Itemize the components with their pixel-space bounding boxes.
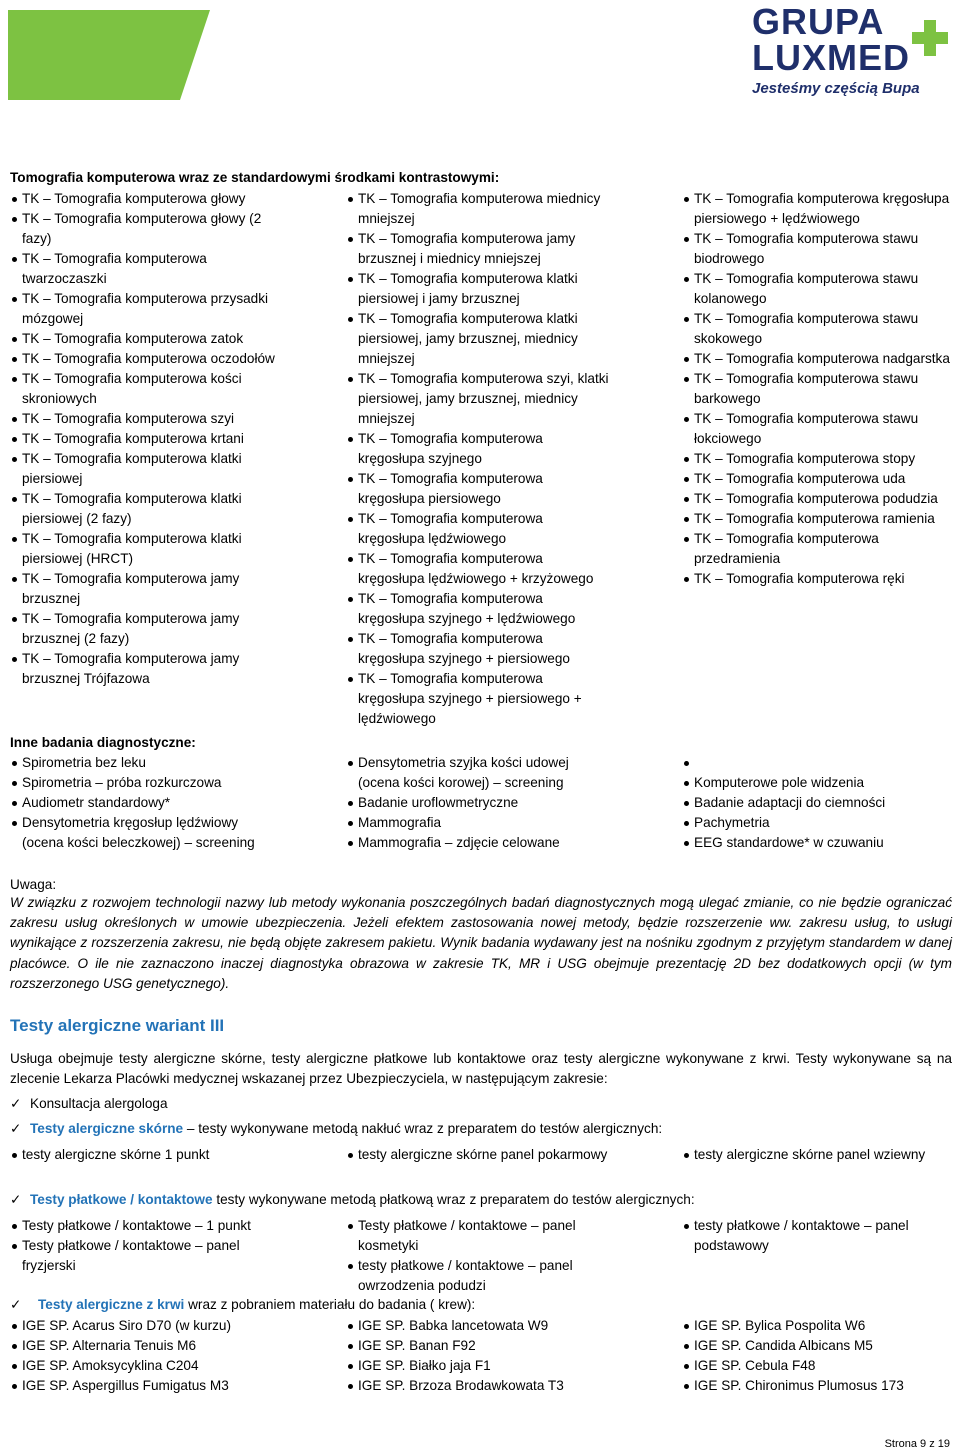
- other-list-col1: [10, 753, 275, 853]
- list-item: TK – Tomografia komputerowa jamy brzusznej Trójfazowa: [10, 649, 275, 689]
- other-heading: Inne badania diagnostyczne:: [10, 735, 196, 750]
- list-item: TK – Tomografia komputerowa kręgosłupa szyjnego + piersiowego: [346, 629, 611, 669]
- blood-row: [10, 1295, 475, 1315]
- logo-line1: GRUPA: [752, 1, 885, 42]
- check-icon: ✓: [10, 1121, 22, 1136]
- list-item: TK – Tomografia komputerowa klatki piersiowej (HRCT): [10, 529, 275, 569]
- list-item: Densytometria kręgosłup lędźwiowy (ocena kości beleczkowej) – screening: [10, 813, 275, 853]
- list-item: IGE SP. Cebula F48: [682, 1356, 947, 1376]
- list-item: testy płatkowe / kontaktowe – panel owrzodzenia podudzi: [346, 1256, 611, 1296]
- list-item: Densytometria szyjka kości udowej (ocena kości korowej) – screening: [346, 753, 611, 793]
- list-item: IGE SP. Bylica Pospolita W6: [682, 1316, 947, 1336]
- other-list-col2: [346, 753, 611, 853]
- check-icon: ✓: [10, 1297, 22, 1312]
- list-item: IGE SP. Amoksycyklina C204: [10, 1356, 275, 1376]
- list-item: IGE SP. Białko jaja F1: [346, 1356, 611, 1376]
- list-item: IGE SP. Acarus Siro D70 (w kurzu): [10, 1316, 275, 1336]
- list-item: Audiometr standardowy*: [10, 793, 275, 813]
- list-item: Mammografia – zdjęcie celowane: [346, 833, 611, 853]
- list-item: TK – Tomografia komputerowa stawu kolanowego: [682, 269, 952, 309]
- list-item: Badanie uroflowmetryczne: [346, 793, 611, 813]
- list-item: TK – Tomografia komputerowa głowy (2 fazy): [10, 209, 275, 249]
- list-item: TK – Tomografia komputerowa kręgosłupa piersiowego: [346, 469, 611, 509]
- logo-cross-icon: [910, 18, 950, 58]
- list-item: TK – Tomografia komputerowa kręgosłupa piersiowego + lędźwiowego: [682, 189, 952, 229]
- ct-list-col3: [682, 189, 952, 589]
- list-item: TK – Tomografia komputerowa jamy brzusznej i miednicy mniejszej: [346, 229, 611, 269]
- list-item: IGE SP. Alternaria Tenuis M6: [10, 1336, 275, 1356]
- list-item: testy płatkowe / kontaktowe – panel podstawowy: [682, 1216, 947, 1256]
- list-item: TK – Tomografia komputerowa uda: [682, 469, 952, 489]
- list-item: TK – Tomografia komputerowa jamy brzusznej: [10, 569, 275, 609]
- list-item: Spirometria bez leku: [10, 753, 275, 773]
- blood-col2: [346, 1316, 611, 1396]
- list-item: TK – Tomografia komputerowa kości skroniowych: [10, 369, 275, 409]
- list-item: TK – Tomografia komputerowa stawu łokciowego: [682, 409, 952, 449]
- patch-col2: [346, 1216, 611, 1296]
- list-item: TK – Tomografia komputerowa głowy: [10, 189, 275, 209]
- other-list-col3: [682, 753, 947, 853]
- skin-col3: [682, 1145, 952, 1165]
- blood-col1: [10, 1316, 275, 1396]
- blood-col3: [682, 1316, 947, 1396]
- blood-rest: wraz z pobraniem materiału do badania ( krew):: [184, 1297, 476, 1312]
- list-item: IGE SP. Chironimus Plumosus 173: [682, 1376, 947, 1396]
- list-item: Testy płatkowe / kontaktowe – panel fryzjerski: [10, 1236, 275, 1276]
- list-item: IGE SP. Candida Albicans M5: [682, 1336, 947, 1356]
- consult-row: [10, 1094, 168, 1114]
- skin-col2: [346, 1145, 611, 1165]
- list-item: TK – Tomografia komputerowa klatki piersiowej i jamy brzusznej: [346, 269, 611, 309]
- list-item: TK – Tomografia komputerowa kręgosłupa szyjnego + piersiowego + lędźwiowego: [346, 669, 611, 729]
- list-item: testy alergiczne skórne 1 punkt: [10, 1145, 275, 1165]
- ct-list-col2: [346, 189, 611, 729]
- blood-label: Testy alergiczne z krwi: [38, 1297, 185, 1312]
- list-item: TK – Tomografia komputerowa podudzia: [682, 489, 952, 509]
- list-item: Badanie adaptacji do ciemności: [682, 793, 947, 813]
- check-icon: ✓: [10, 1192, 22, 1207]
- list-item: TK – Tomografia komputerowa kręgosłupa szyjnego: [346, 429, 611, 469]
- list-item: IGE SP. Brzoza Brodawkowata T3: [346, 1376, 611, 1396]
- list-item: Pachymetria: [682, 813, 947, 833]
- list-item: TK – Tomografia komputerowa stopy: [682, 449, 952, 469]
- list-item: TK – Tomografia komputerowa stawu barkowego: [682, 369, 952, 409]
- note-label: Uwaga:: [10, 877, 57, 892]
- list-item: [682, 753, 947, 773]
- list-item: TK – Tomografia komputerowa szyi, klatki piersiowej, jamy brzusznej, miednicy mniejszej: [346, 369, 611, 429]
- list-item: TK – Tomografia komputerowa kręgosłupa lędźwiowego + krzyżowego: [346, 549, 611, 589]
- patch-col1: [10, 1216, 275, 1276]
- list-item: Mammografia: [346, 813, 611, 833]
- list-item: IGE SP. Babka lancetowata W9: [346, 1316, 611, 1336]
- ct-list-col1: [10, 189, 275, 689]
- list-item: TK – Tomografia komputerowa klatki piersiowej (2 fazy): [10, 489, 275, 529]
- skin-row: [10, 1119, 662, 1139]
- list-item: TK – Tomografia komputerowa kręgosłupa lędźwiowego: [346, 509, 611, 549]
- logo-line2: LUXMED: [752, 37, 910, 78]
- list-item: Spirometria – próba rozkurczowa: [10, 773, 275, 793]
- list-item: TK – Tomografia komputerowa klatki piersiowej, jamy brzusznej, miednicy mniejszej: [346, 309, 611, 369]
- list-item: TK – Tomografia komputerowa ramienia: [682, 509, 952, 529]
- list-item: TK – Tomografia komputerowa stawu biodrowego: [682, 229, 952, 269]
- list-item: testy alergiczne skórne panel wziewny: [682, 1145, 952, 1165]
- logo-tagline: Jesteśmy częścią Bupa: [752, 80, 920, 97]
- list-item: TK – Tomografia komputerowa oczodołów: [10, 349, 275, 369]
- list-item: TK – Tomografia komputerowa przysadki mózgowej: [10, 289, 275, 329]
- check-icon: ✓: [10, 1096, 22, 1111]
- allergy-title: Testy alergiczne wariant III: [10, 1016, 225, 1035]
- list-item: TK – Tomografia komputerowa jamy brzusznej (2 fazy): [10, 609, 275, 649]
- list-item: TK – Tomografia komputerowa kręgosłupa szyjnego + lędźwiowego: [346, 589, 611, 629]
- skin-label: Testy alergiczne skórne: [30, 1121, 184, 1136]
- list-item: TK – Tomografia komputerowa krtani: [10, 429, 275, 449]
- patch-label: Testy płatkowe / kontaktowe: [30, 1192, 213, 1207]
- list-item: TK – Tomografia komputerowa szyi: [10, 409, 275, 429]
- list-item: TK – Tomografia komputerowa klatki piersiowej: [10, 449, 275, 489]
- ct-heading: Tomografia komputerowa wraz ze standardowymi środkami kontrastowymi:: [10, 170, 500, 185]
- patch-col3: [682, 1216, 947, 1256]
- patch-row: [10, 1190, 695, 1210]
- patch-rest: testy wykonywane metodą płatkową wraz z preparatem do testów alergicznych:: [212, 1192, 695, 1207]
- list-item: Testy płatkowe / kontaktowe – 1 punkt: [10, 1216, 275, 1236]
- page-footer: Strona 9 z 19: [884, 1438, 950, 1450]
- list-item: IGE SP. Aspergillus Fumigatus M3: [10, 1376, 275, 1396]
- list-item: Komputerowe pole widzenia: [682, 773, 947, 793]
- list-item: IGE SP. Banan F92: [346, 1336, 611, 1356]
- list-item: EEG standardowe* w czuwaniu: [682, 833, 947, 853]
- list-item: TK – Tomografia komputerowa zatok: [10, 329, 275, 349]
- skin-rest: – testy wykonywane metodą nakłuć wraz z preparatem do testów alergicznych:: [183, 1121, 663, 1136]
- note-text: W związku z rozwojem technologii nazwy lub metody wykonania poszczególnych badań diagnostycznych mogą ulegać zmianie, co nie będzie ograniczać zakresu usług określonych w umowie ubezpieczenia. Jeżeli efektem zastosowania nowej metody, będzie rozszerzenie ww. zakresu usług, to usługi wynikające z rozszerzenia zakresu, nie będą objęte zakresem pakietu. Wynik badania wydawany jest na nośniku zgodnym z przyjętym standardem w danej placówce. O ile nie zaznaczono inaczej diagnostyka obrazowa w zakresie TK, MR i USG obejmuje prezentację 2D bez dodatkowych opcji (w tym rozszerzonego USG genetycznego).: [10, 895, 952, 991]
- list-item: TK – Tomografia komputerowa nadgarstka: [682, 349, 952, 369]
- luxmed-logo: [752, 1, 952, 104]
- list-item: TK – Tomografia komputerowa stawu skokowego: [682, 309, 952, 349]
- skin-col1: [10, 1145, 275, 1165]
- allergy-intro: Usługa obejmuje testy alergiczne skórne, testy alergiczne płatkowe lub kontaktowe oraz testy alergiczne wykonywane z krwi. Testy wykonywane są na zlecenie Lekarza Placówki medycznej wskazanej przez Ubezpieczyciela, w następującym zakresie:: [10, 1051, 952, 1087]
- list-item: testy alergiczne skórne panel pokarmowy: [346, 1145, 611, 1165]
- list-item: Testy płatkowe / kontaktowe – panel kosmetyki: [346, 1216, 611, 1256]
- list-item: TK – Tomografia komputerowa ręki: [682, 569, 952, 589]
- list-item: TK – Tomografia komputerowa miednicy mniejszej: [346, 189, 611, 229]
- consult-label: Konsultacja alergologa: [30, 1096, 168, 1111]
- header-green-bar: [0, 0, 230, 110]
- list-item: TK – Tomografia komputerowa twarzoczaszki: [10, 249, 275, 289]
- list-item: TK – Tomografia komputerowa przedramienia: [682, 529, 952, 569]
